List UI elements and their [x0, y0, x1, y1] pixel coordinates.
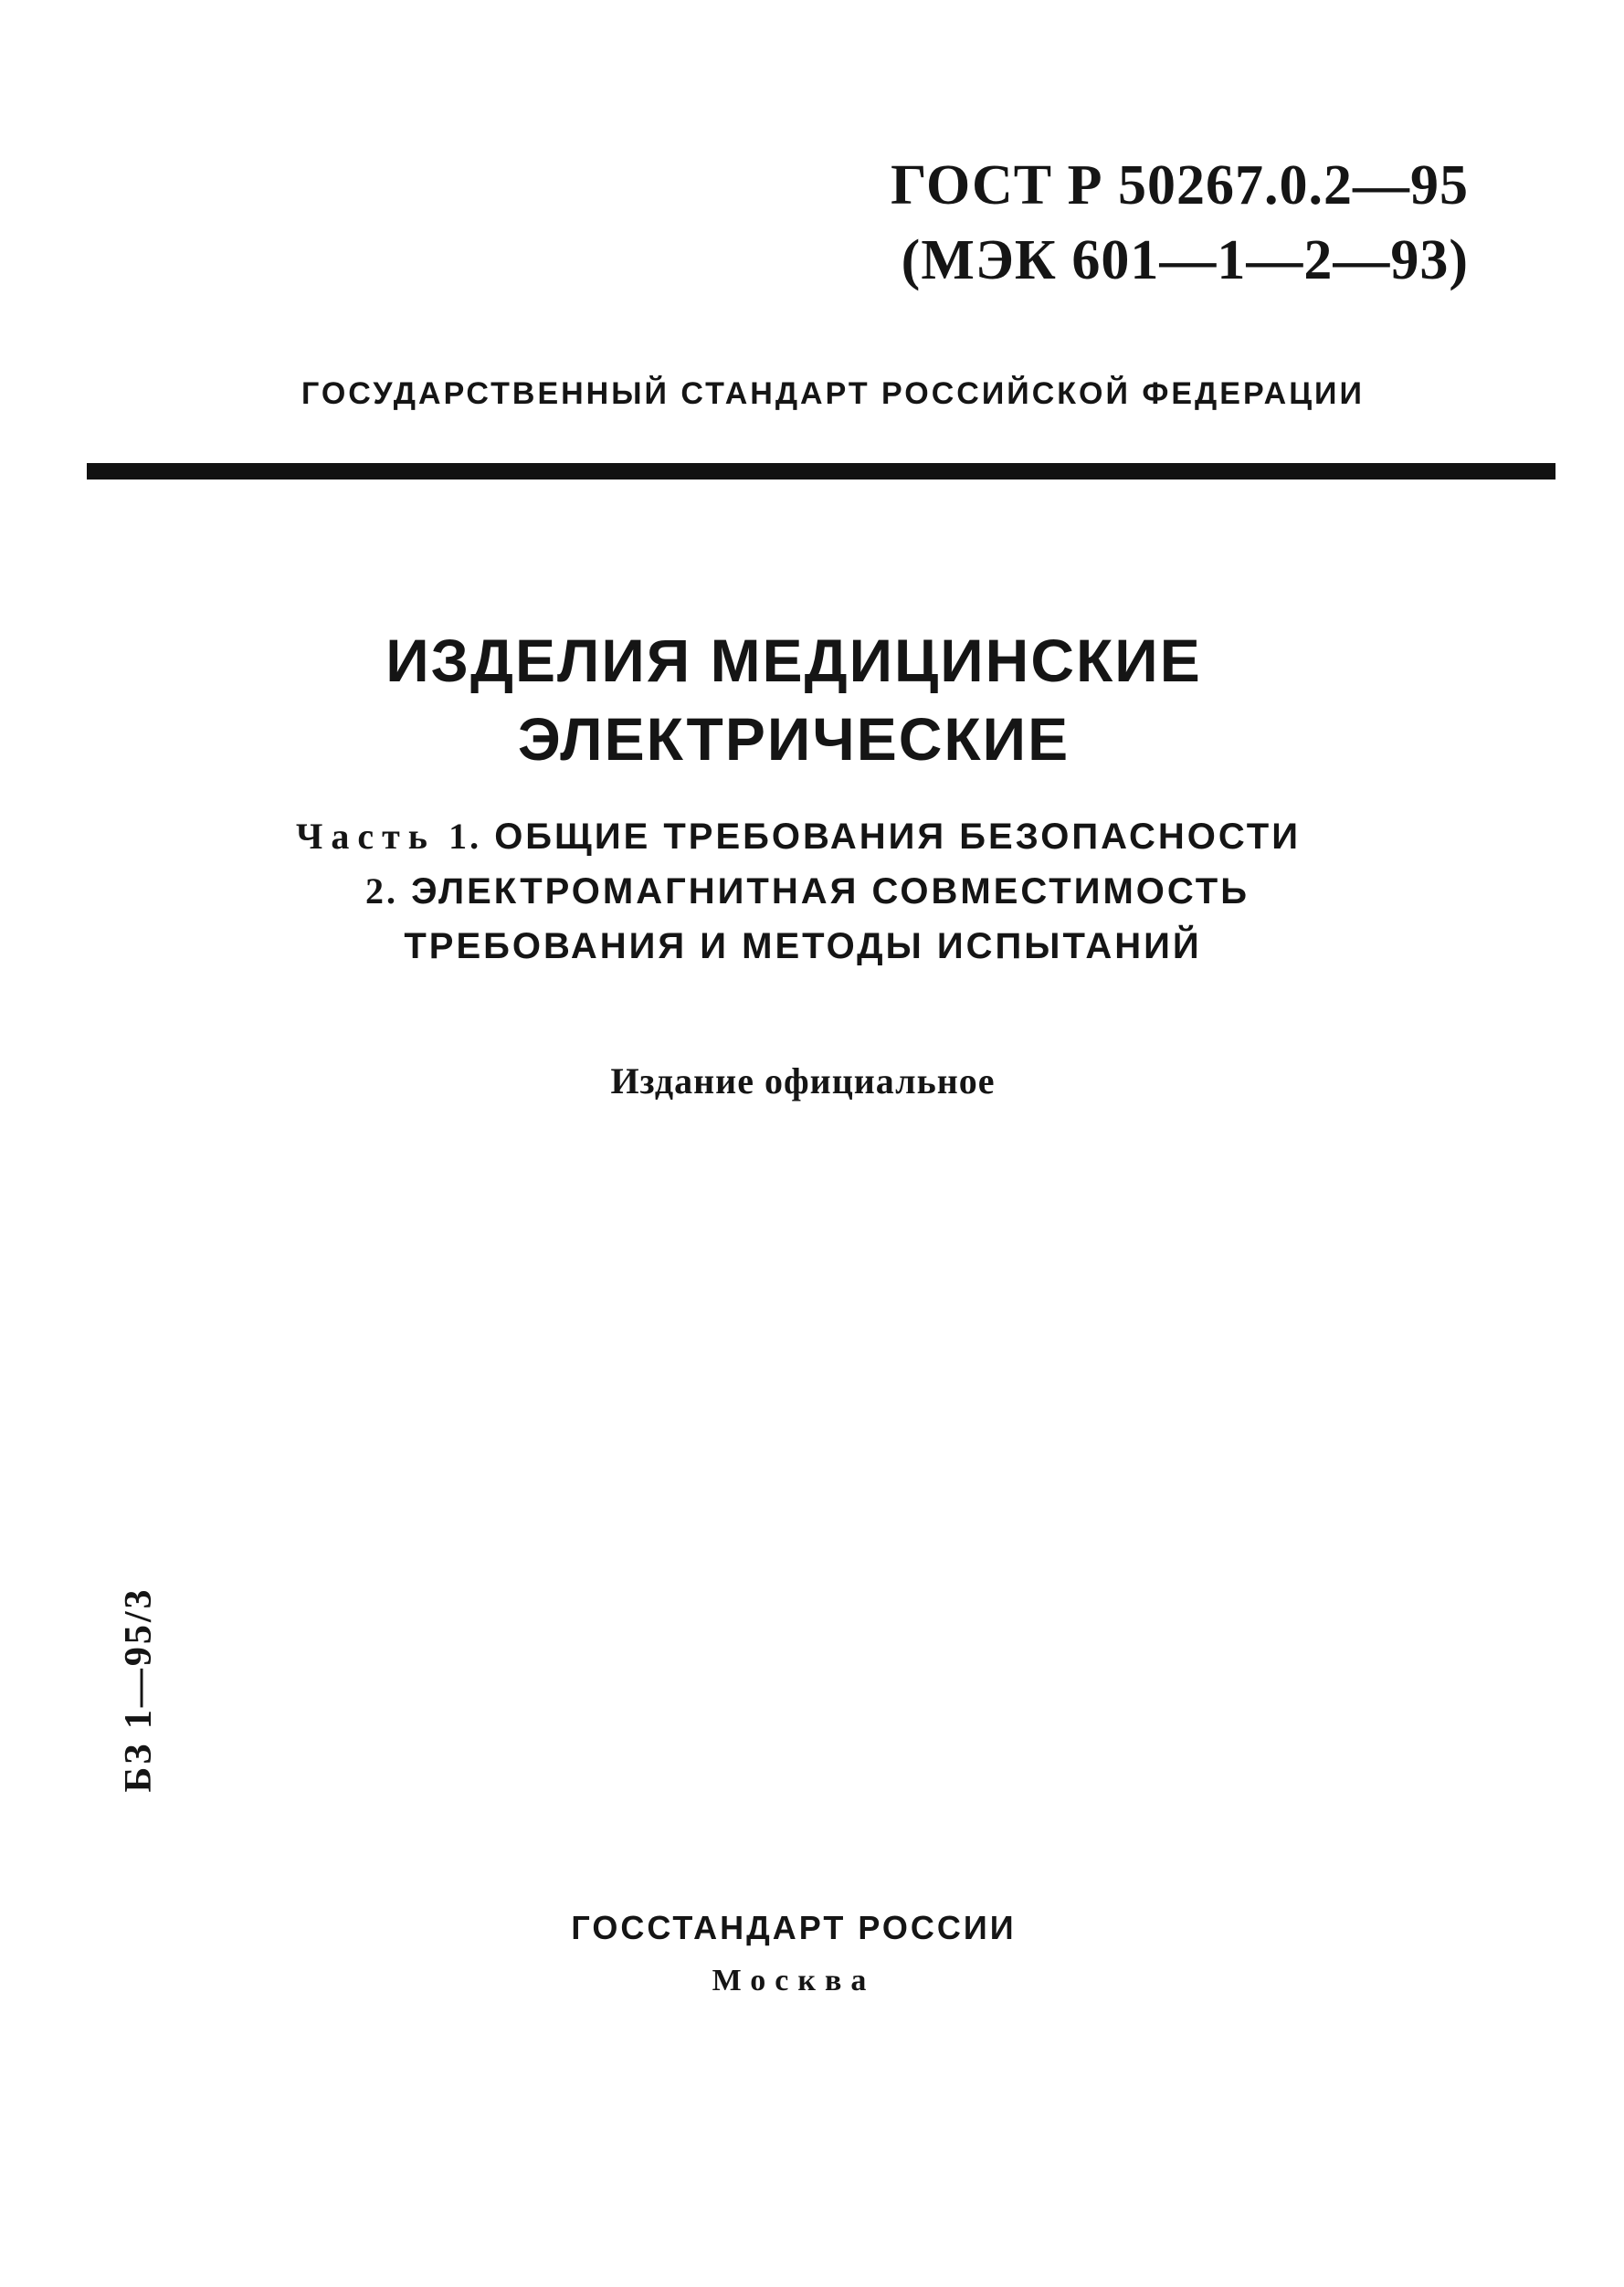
- publisher: ГОССТАНДАРТ РОССИИ: [571, 1909, 1017, 1946]
- header-divider: [87, 463, 1555, 480]
- iec-reference: (МЭК 601—1—2—93): [901, 229, 1469, 291]
- part-label: Часть: [296, 816, 436, 857]
- part-title: ОБЩИЕ ТРЕБОВАНИЯ БЕЗОПАСНОСТИ: [494, 817, 1301, 857]
- subtitle-line-1: [0, 818, 1624, 855]
- document-title-line-1: ИЗДЕЛИЯ МЕДИЦИНСКИЕ: [385, 627, 1202, 694]
- document-title-line-2: ЭЛЕКТРИЧЕСКИЕ: [517, 705, 1070, 773]
- edition-note: Издание официальное: [610, 1060, 996, 1101]
- standard-number: ГОСТ Р 50267.0.2—95: [891, 154, 1469, 216]
- publication-city: Москва: [712, 1964, 876, 1997]
- section-title: ЭЛЕКТРОМАГНИТНАЯ СОВМЕСТИМОСТЬ: [411, 871, 1250, 912]
- subtitle-line-3: ТРЕБОВАНИЯ И МЕТОДЫ ИСПЫТАНИЙ: [404, 926, 1202, 966]
- issuer-heading: ГОСУДАРСТВЕННЫЙ СТАНДАРТ РОССИЙСКОЙ ФЕДЕРАЦИИ: [301, 376, 1365, 411]
- subtitle-line-2: [0, 870, 1624, 912]
- part-number: 1.: [448, 816, 482, 857]
- section-number: 2.: [365, 870, 398, 912]
- catalog-code: БЗ 1—95/3: [118, 1586, 160, 1793]
